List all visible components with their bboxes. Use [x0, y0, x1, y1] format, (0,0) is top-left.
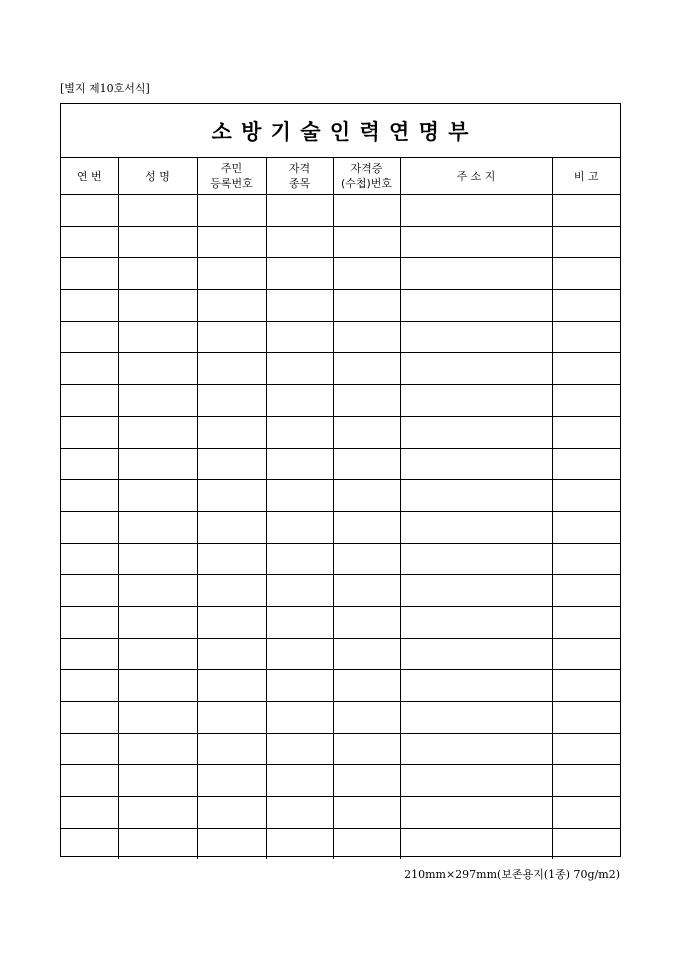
- address-cell[interactable]: [400, 828, 552, 859]
- license-number-cell[interactable]: [333, 226, 400, 258]
- qualification-type-cell[interactable]: [266, 226, 333, 258]
- resident-number-cell[interactable]: [197, 321, 266, 353]
- serial-number-cell[interactable]: [61, 511, 118, 543]
- remarks-cell[interactable]: [552, 258, 620, 290]
- remarks-cell[interactable]: [552, 543, 620, 575]
- resident-number-cell[interactable]: [197, 195, 266, 227]
- serial-number-cell[interactable]: [61, 416, 118, 448]
- resident-number-cell[interactable]: [197, 448, 266, 480]
- resident-number-cell[interactable]: [197, 733, 266, 765]
- license-number-cell[interactable]: [333, 258, 400, 290]
- resident-number-cell[interactable]: [197, 797, 266, 829]
- name-cell[interactable]: [118, 448, 197, 480]
- serial-number-cell[interactable]: [61, 638, 118, 670]
- address-cell[interactable]: [400, 670, 552, 702]
- table-row: [61, 511, 620, 543]
- resident-number-cell[interactable]: [197, 828, 266, 859]
- qualification-type-cell[interactable]: [266, 258, 333, 290]
- qualification-type-cell[interactable]: [266, 195, 333, 227]
- resident-number-cell[interactable]: [197, 543, 266, 575]
- serial-number-cell[interactable]: [61, 733, 118, 765]
- name-cell[interactable]: [118, 195, 197, 227]
- serial-number-cell[interactable]: [61, 670, 118, 702]
- qualification-type-cell[interactable]: [266, 575, 333, 607]
- header-name: 성 명: [118, 158, 197, 195]
- address-cell[interactable]: [400, 543, 552, 575]
- resident-number-cell[interactable]: [197, 702, 266, 734]
- qualification-type-cell[interactable]: [266, 416, 333, 448]
- qualification-type-cell[interactable]: [266, 606, 333, 638]
- table-row: [61, 765, 620, 797]
- qualification-type-cell[interactable]: [266, 828, 333, 859]
- table-row: [61, 416, 620, 448]
- table-row: [61, 226, 620, 258]
- remarks-cell[interactable]: [552, 480, 620, 512]
- license-number-cell[interactable]: [333, 416, 400, 448]
- table-row: [61, 448, 620, 480]
- license-number-cell[interactable]: [333, 290, 400, 322]
- name-cell[interactable]: [118, 543, 197, 575]
- resident-number-cell[interactable]: [197, 638, 266, 670]
- address-cell[interactable]: [400, 416, 552, 448]
- license-number-cell[interactable]: [333, 828, 400, 859]
- serial-number-cell[interactable]: [61, 765, 118, 797]
- remarks-cell[interactable]: [552, 226, 620, 258]
- serial-number-cell[interactable]: [61, 702, 118, 734]
- name-cell[interactable]: [118, 290, 197, 322]
- serial-number-cell[interactable]: [61, 258, 118, 290]
- name-cell[interactable]: [118, 575, 197, 607]
- resident-number-cell[interactable]: [197, 670, 266, 702]
- address-cell[interactable]: [400, 702, 552, 734]
- address-cell[interactable]: [400, 195, 552, 227]
- table-row: [61, 480, 620, 512]
- qualification-type-cell[interactable]: [266, 733, 333, 765]
- license-number-cell[interactable]: [333, 733, 400, 765]
- table-row: [61, 828, 620, 859]
- address-cell[interactable]: [400, 480, 552, 512]
- address-cell[interactable]: [400, 258, 552, 290]
- qualification-type-cell[interactable]: [266, 543, 333, 575]
- remarks-cell[interactable]: [552, 606, 620, 638]
- license-number-cell[interactable]: [333, 797, 400, 829]
- name-cell[interactable]: [118, 353, 197, 385]
- address-cell[interactable]: [400, 321, 552, 353]
- serial-number-cell[interactable]: [61, 353, 118, 385]
- remarks-cell[interactable]: [552, 385, 620, 417]
- serial-number-cell[interactable]: [61, 543, 118, 575]
- resident-number-cell[interactable]: [197, 385, 266, 417]
- resident-number-cell[interactable]: [197, 606, 266, 638]
- table-row: [61, 575, 620, 607]
- table-row: [61, 258, 620, 290]
- license-number-cell[interactable]: [333, 448, 400, 480]
- table-row: [61, 638, 620, 670]
- serial-number-cell[interactable]: [61, 385, 118, 417]
- address-cell[interactable]: [400, 765, 552, 797]
- remarks-cell[interactable]: [552, 575, 620, 607]
- resident-number-cell[interactable]: [197, 511, 266, 543]
- header-remarks: 비 고: [552, 158, 620, 195]
- name-cell[interactable]: [118, 828, 197, 859]
- qualification-type-cell[interactable]: [266, 480, 333, 512]
- resident-number-cell[interactable]: [197, 353, 266, 385]
- roster-table: [61, 158, 620, 859]
- table-row: [61, 290, 620, 322]
- qualification-type-cell[interactable]: [266, 797, 333, 829]
- license-number-cell[interactable]: [333, 765, 400, 797]
- serial-number-cell[interactable]: [61, 321, 118, 353]
- resident-number-cell[interactable]: [197, 480, 266, 512]
- qualification-type-cell[interactable]: [266, 290, 333, 322]
- serial-number-cell[interactable]: [61, 828, 118, 859]
- serial-number-cell[interactable]: [61, 195, 118, 227]
- serial-number-cell[interactable]: [61, 797, 118, 829]
- resident-number-cell[interactable]: [197, 226, 266, 258]
- resident-number-cell[interactable]: [197, 765, 266, 797]
- license-number-cell[interactable]: [333, 385, 400, 417]
- qualification-type-cell[interactable]: [266, 353, 333, 385]
- qualification-type-cell[interactable]: [266, 511, 333, 543]
- name-cell[interactable]: [118, 765, 197, 797]
- name-cell[interactable]: [118, 733, 197, 765]
- license-number-cell[interactable]: [333, 606, 400, 638]
- address-cell[interactable]: [400, 290, 552, 322]
- name-cell[interactable]: [118, 511, 197, 543]
- header-row: [61, 158, 620, 195]
- address-cell[interactable]: [400, 733, 552, 765]
- name-cell[interactable]: [118, 606, 197, 638]
- remarks-cell[interactable]: [552, 416, 620, 448]
- serial-number-cell[interactable]: [61, 480, 118, 512]
- header-license-number: 자격증 (수첩)번호: [333, 158, 400, 195]
- qualification-type-cell[interactable]: [266, 448, 333, 480]
- serial-number-cell[interactable]: [61, 575, 118, 607]
- license-number-cell[interactable]: [333, 543, 400, 575]
- name-cell[interactable]: [118, 321, 197, 353]
- header-address: 주 소 지: [400, 158, 552, 195]
- header-qualification-type: 자격 종목: [266, 158, 333, 195]
- name-cell[interactable]: [118, 258, 197, 290]
- name-cell[interactable]: [118, 416, 197, 448]
- remarks-cell[interactable]: [552, 828, 620, 859]
- name-cell[interactable]: [118, 797, 197, 829]
- remarks-cell[interactable]: [552, 702, 620, 734]
- address-cell[interactable]: [400, 606, 552, 638]
- address-cell[interactable]: [400, 448, 552, 480]
- license-number-cell[interactable]: [333, 702, 400, 734]
- name-cell[interactable]: [118, 385, 197, 417]
- paper-spec-footer: 210mm×297mm(보존용지(1종) 70g/m2): [404, 868, 620, 881]
- remarks-cell[interactable]: [552, 195, 620, 227]
- remarks-cell[interactable]: [552, 511, 620, 543]
- license-number-cell[interactable]: [333, 638, 400, 670]
- resident-number-cell[interactable]: [197, 416, 266, 448]
- serial-number-cell[interactable]: [61, 226, 118, 258]
- header-resident-number: 주민 등록번호: [197, 158, 266, 195]
- qualification-type-cell[interactable]: [266, 385, 333, 417]
- remarks-cell[interactable]: [552, 765, 620, 797]
- table-row: [61, 543, 620, 575]
- license-number-cell[interactable]: [333, 511, 400, 543]
- resident-number-cell[interactable]: [197, 258, 266, 290]
- address-cell[interactable]: [400, 575, 552, 607]
- name-cell[interactable]: [118, 226, 197, 258]
- remarks-cell[interactable]: [552, 353, 620, 385]
- qualification-type-cell[interactable]: [266, 638, 333, 670]
- qualification-type-cell[interactable]: [266, 321, 333, 353]
- license-number-cell[interactable]: [333, 575, 400, 607]
- table-row: [61, 321, 620, 353]
- table-row: [61, 797, 620, 829]
- serial-number-cell[interactable]: [61, 606, 118, 638]
- resident-number-cell[interactable]: [197, 290, 266, 322]
- roster-form: [60, 103, 621, 857]
- qualification-type-cell[interactable]: [266, 702, 333, 734]
- name-cell[interactable]: [118, 670, 197, 702]
- remarks-cell[interactable]: [552, 638, 620, 670]
- address-cell[interactable]: [400, 638, 552, 670]
- address-cell[interactable]: [400, 353, 552, 385]
- address-cell[interactable]: [400, 511, 552, 543]
- table-row: [61, 606, 620, 638]
- license-number-cell[interactable]: [333, 321, 400, 353]
- license-number-cell[interactable]: [333, 670, 400, 702]
- remarks-cell[interactable]: [552, 290, 620, 322]
- table-row: [61, 195, 620, 227]
- remarks-cell[interactable]: [552, 448, 620, 480]
- remarks-cell[interactable]: [552, 670, 620, 702]
- table-row: [61, 733, 620, 765]
- table-row: [61, 702, 620, 734]
- license-number-cell[interactable]: [333, 480, 400, 512]
- address-cell[interactable]: [400, 385, 552, 417]
- resident-number-cell[interactable]: [197, 575, 266, 607]
- license-number-cell[interactable]: [333, 195, 400, 227]
- remarks-cell[interactable]: [552, 797, 620, 829]
- name-cell[interactable]: [118, 480, 197, 512]
- qualification-type-cell[interactable]: [266, 670, 333, 702]
- table-row: [61, 353, 620, 385]
- serial-number-cell[interactable]: [61, 290, 118, 322]
- qualification-type-cell[interactable]: [266, 765, 333, 797]
- name-cell[interactable]: [118, 638, 197, 670]
- name-cell[interactable]: [118, 702, 197, 734]
- table-row: [61, 670, 620, 702]
- table-row: [61, 385, 620, 417]
- remarks-cell[interactable]: [552, 733, 620, 765]
- remarks-cell[interactable]: [552, 321, 620, 353]
- address-cell[interactable]: [400, 226, 552, 258]
- form-title: 소 방 기 술 인 력 연 명 부: [61, 104, 620, 158]
- license-number-cell[interactable]: [333, 353, 400, 385]
- form-label: [별지 제10호서식]: [60, 82, 150, 95]
- header-serial-number: 연 번: [61, 158, 118, 195]
- serial-number-cell[interactable]: [61, 448, 118, 480]
- address-cell[interactable]: [400, 797, 552, 829]
